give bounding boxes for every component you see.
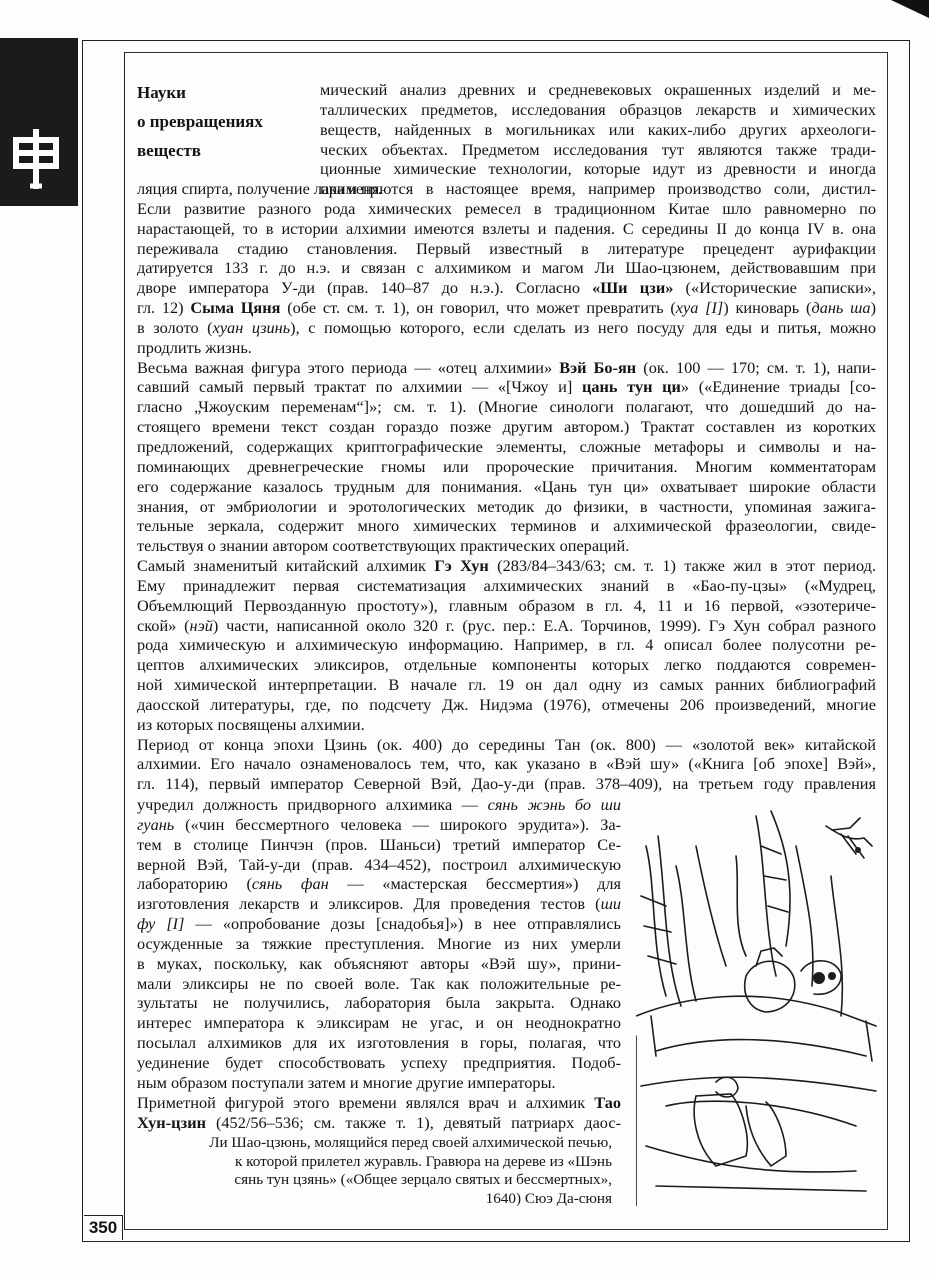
text-line: поминающих древнегреческие гномы или пророческие причитания. Многим комментаторам <box>137 456 876 476</box>
text-line: посылал алхимиков для их изготовления в горы, полагая, что <box>137 1033 621 1053</box>
text-line: веществ, найденных в могильниках или каких-либо других археологи- <box>320 119 876 139</box>
text-line: ской» (нэй) части, написанной около 320 г. (рус. пер.: Е.А. Торчинов, 1999). Гэ Хун собрал разного <box>137 615 876 635</box>
text-line: Приметной фигурой этого времени являлся врач и алхимик Тао <box>137 1092 621 1112</box>
text-line: ционные химические технологии, которые идут из древности и иногда <box>320 159 876 179</box>
left-column-text <box>137 795 621 1132</box>
seal-glyph-icon <box>4 126 68 190</box>
text-line: тельствуя о знании автором соответствующих практических операций. <box>137 536 630 556</box>
text-line: уединение будет способствовать успеху предприятия. Подоб- <box>137 1052 621 1072</box>
text-line: применяются в настоящее время, например производство соли, дистил- <box>320 179 876 199</box>
text-line: мический анализ древних и средневековых окрашенных изделий и ме- <box>320 80 876 99</box>
text-line: предложений, содержащих криптографические элементы, сложные метафоры и символы и на- <box>137 436 876 456</box>
text-line: рода химическую и алхимическую информацию. Например, в гл. 4 описал более полусотни ре- <box>137 635 876 655</box>
text-line: переживала стадию становления. Первый известный в литературе прецедент аурифакции <box>137 238 876 258</box>
section-heading-line: о превращениях <box>137 112 263 131</box>
text-line: цептов алхимических эликсиров, отдельные компоненты которых легко поддаются современ- <box>137 655 876 675</box>
text-line: таллических предметов, исследования образцов лекарств и химических <box>320 99 876 119</box>
text-line: гл. 114), первый император Северной Вэй, Дао-у-ди (прав. 378–409), на третьем году правления <box>137 774 876 794</box>
page-corner-shadow <box>891 0 929 18</box>
text-line: в муках, поскольку, как объясняют авторы «Вэй шу», прини- <box>137 953 621 973</box>
text-line: Ему принадлежит первая систематизация алхимических знаний в «Бао-пу-цзы» («Мудрец, <box>137 575 876 595</box>
text-line: в золото (хуан цзинь), с помощью которого, если сделать из него посуду для еды и питья, можно <box>137 317 876 337</box>
text-line: учредил должность придворного алхимика — сянь жэнь бо ши <box>137 795 621 814</box>
text-line: алхимии. Его начало ознаменовалось тем, что, как указано в «Вэй шу» («Книга [об эпохе] Вэй», <box>137 754 876 774</box>
text-line: его содержание казалось трудным для понимания. «Цань тун ци» охватывает широкие области <box>137 476 876 496</box>
text-line: гуань («чин бессмертного человека — широкого эрудита»). За- <box>137 814 621 834</box>
text-line: изготовления лекарств и эликсиров. Для проведения тестов (ши <box>137 894 621 914</box>
text-line: гласно „Чжоуским переменам“]»; см. т. 1). (Многие синологи полагают, что дошедший до на- <box>137 397 876 417</box>
text-line: ческих объектах. Предметом исследования тут являются также тради- <box>320 139 876 159</box>
text-line: интерес императора к эликсирам не угас, и он неоднократно <box>137 1013 621 1033</box>
text-line: знания, от эмбриологии и эротологических методик до физики, в частности, упоминая зажига- <box>137 496 876 516</box>
caption-line: 1640) Сюэ Да-сюня <box>485 1189 612 1207</box>
text-line: савший самый первый трактат по алхимии — «[Чжоу и] цань тун ци» («Единение триады [со- <box>137 377 876 397</box>
caption-line: Ли Шао-цзюнь, молящийся перед своей алхимической печью, <box>209 1134 612 1151</box>
text-line: ляция спирта, получение лака и пр. <box>137 179 382 198</box>
text-line: тем в столице Пинчэн (пров. Шаньси) третий император Се- <box>137 834 621 854</box>
text-line: из которых посвящены алхимии. <box>137 714 365 734</box>
woodcut-illustration <box>636 806 880 1206</box>
text-line: ным образом поступали затем и многие другие императоры. <box>137 1072 556 1092</box>
text-line: осужденные за тяжкие преступления. Многие из них умерли <box>137 933 621 953</box>
main-text-block <box>137 179 876 794</box>
text-line: Самый знаменитый китайский алхимик Гэ Хун (283/84–343/63; см. т. 1) также жил в этот период. <box>137 556 876 576</box>
text-line: дворе императора У-ди (прав. 140–87 до н.э.). Согласно «Ши цзи» («Исторические записки», <box>137 278 876 298</box>
text-line: ной химической интерпретации. В начале гл. 19 он дал одну из самых ранних библиографий <box>137 675 876 695</box>
text-line: Если развитие разного рода химических ремесел в традиционном Китае шло равномерно по <box>137 198 876 218</box>
section-thumb-tab <box>0 38 78 206</box>
text-line: тельные зеркала, содержит много химических терминов и алхимической фразеологии, свиде- <box>137 516 876 536</box>
section-heading <box>137 78 307 165</box>
text-line: нарастающей, то в истории алхимии имеются взлеты и падения. С середины II до конца IV в. она <box>137 218 876 238</box>
text-line: Объемлющий Первозданную простоту»), главным образом в гл. 4, 11 и 16 первой, «эзотериче- <box>137 595 876 615</box>
text-line: Хун-цзин (452/56–536; см. также т. 1), девятый патриарх даос- <box>137 1112 621 1132</box>
text-line: верной Вэй, Тай-у-ди (прав. 434–452), построил алхимическую <box>137 854 621 874</box>
text-line: продлить жизнь. <box>137 337 252 357</box>
page-number: 350 <box>84 1215 123 1240</box>
text-line: гл. 12) Сыма Цяня (обе ст. см. т. 1), он говорил, что может превратить (хуа [I]) киноварь (дань ша) <box>137 298 876 318</box>
caption-line: сянь тун цзянь» («Общее зерцало святых и бессмертных», <box>234 1171 612 1189</box>
text-line: даосской литературы, где, по подсчету Дж. Нидэма (1976), отмечены 206 произведений, многие <box>137 694 876 714</box>
text-line: лабораторию (сянь фан — «мастерская бессмертия») для <box>137 874 621 894</box>
section-heading-line: Науки <box>137 83 186 102</box>
text-line: зультаты не получились, лаборатория была закрыта. Однако <box>137 993 621 1013</box>
text-line: датируется 133 г. до н.э. и связан с алхимиком и магом Ли Шао-цзюнем, действовавшим при <box>137 258 876 278</box>
text-line: Период от конца эпохи Цзинь (ок. 400) до середины Тан (ок. 800) — «золотой век» китайской <box>137 734 876 754</box>
section-heading-line: веществ <box>137 141 201 160</box>
text-line: стоящего времени текст создан гораздо позже другим автором.) Трактат составлен из коротких <box>137 417 876 437</box>
text-line: мали эликсиры не по своей воле. Так как положительные ре- <box>137 973 621 993</box>
caption-line: к которой прилетел журавль. Гравюра на дереве из «Шэнь <box>234 1152 612 1170</box>
text-line: фу [I] — «опробование дозы [снадобья]») в нее отправлялись <box>137 914 621 934</box>
illustration-caption <box>150 1134 612 1208</box>
text-line: Весьма важная фигура этого периода — «отец алхимии» Вэй Бо-ян (ок. 100 — 170; см. т. 1), напи- <box>137 357 876 377</box>
